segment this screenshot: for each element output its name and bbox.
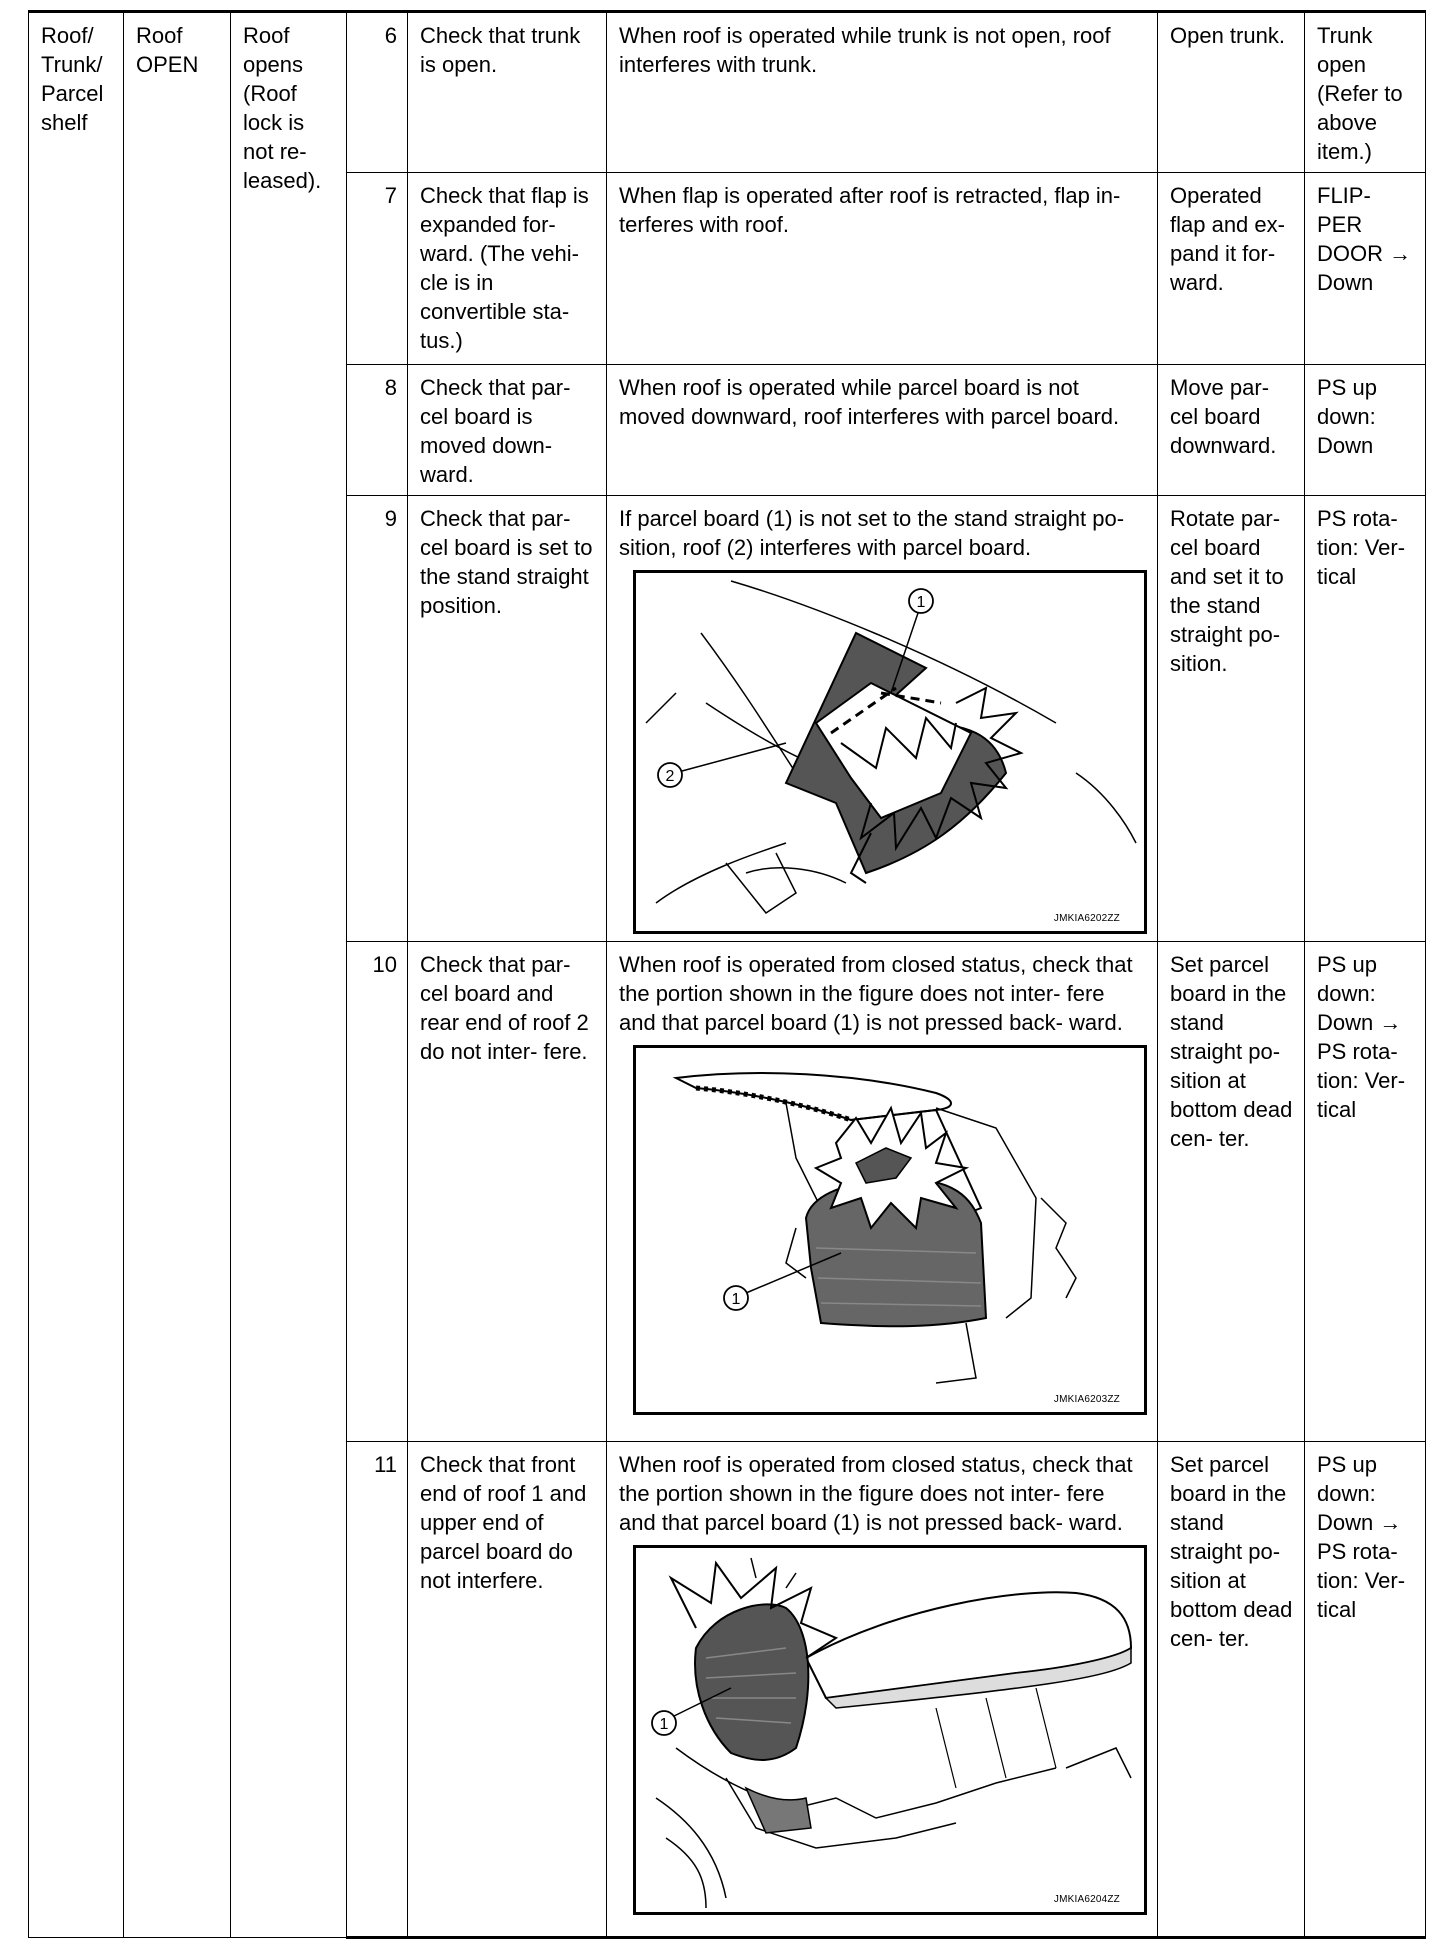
item-number: 11	[347, 1442, 408, 1938]
symptom-cell: Roof opens (Roof lock is not re- leased).	[231, 12, 347, 1938]
figure-id: JMKIA6203ZZ	[1053, 1394, 1120, 1405]
callout-1: 1	[659, 1716, 669, 1733]
callout-1: 1	[731, 1291, 741, 1308]
table-row	[29, 12, 1426, 173]
item-number: 8	[347, 365, 408, 496]
signal-text: PS up down: Down → PS rota- tion: Ver- tical	[1305, 1442, 1426, 1938]
figure-roof-parcel-board	[633, 570, 1147, 934]
reason-text: If parcel board (1) is not set to the stand straight po- sition, roof (2) interferes with parcel board.	[619, 506, 1125, 560]
check-item: Check that par- cel board is moved down- ward.	[408, 365, 607, 496]
figure-roof-front-parcel-upper	[633, 1545, 1147, 1915]
action-text: Set parcel board in the stand straight po- sition at bottom dead cen- ter.	[1158, 942, 1305, 1442]
reason-text: When roof is operated from closed status, check that the portion shown in the figure does not inter- fere and that parcel board (1) is not pressed back- ward.	[619, 952, 1133, 1035]
reason-cell	[607, 942, 1158, 1442]
figure-id: JMKIA6204ZZ	[1053, 1894, 1120, 1905]
roof-interference-illustration	[636, 573, 1144, 931]
check-item: Check that trunk is open.	[408, 12, 607, 173]
item-number: 6	[347, 12, 408, 173]
figure-id: JMKIA6202ZZ	[1053, 913, 1120, 924]
item-number: 7	[347, 173, 408, 365]
signal-text: PS up down: Down	[1305, 365, 1426, 496]
operation-cell: Roof OPEN	[124, 12, 231, 1938]
check-item: Check that flap is expanded for- ward. (The vehi- cle is in convertible sta- tus.)	[408, 173, 607, 365]
reason-cell	[607, 496, 1158, 942]
callout-1: 1	[916, 594, 926, 611]
signal-text: FLIP- PER DOOR → Down	[1305, 173, 1426, 365]
check-item: Check that front end of roof 1 and upper end of parcel board do not interfere.	[408, 1442, 607, 1938]
check-item: Check that par- cel board is set to the stand straight position.	[408, 496, 607, 942]
action-text: Move par- cel board downward.	[1158, 365, 1305, 496]
parcel-board-rear-illustration	[636, 1048, 1144, 1412]
action-text: Operated flap and ex- pand it for- ward.	[1158, 173, 1305, 365]
reason-text: When flap is operated after roof is retracted, flap in- terferes with roof.	[607, 173, 1158, 365]
procedure-table	[28, 10, 1426, 1939]
action-text: Set parcel board in the stand straight po- sition at bottom dead cen- ter.	[1158, 1442, 1305, 1938]
reason-cell	[607, 1442, 1158, 1938]
signal-text: PS rota- tion: Ver- tical	[1305, 496, 1426, 942]
signal-text: Trunk open (Refer to above item.)	[1305, 12, 1426, 173]
callout-2: 2	[665, 768, 675, 785]
component-cell: Roof/ Trunk/ Parcel shelf	[29, 12, 124, 1938]
item-number: 10	[347, 942, 408, 1442]
reason-text: When roof is operated while trunk is not open, roof interferes with trunk.	[607, 12, 1158, 173]
figure-parcel-board-rear-roof	[633, 1045, 1147, 1415]
reason-text: When roof is operated while parcel board is not moved downward, roof interferes with parcel board.	[607, 365, 1158, 496]
check-item: Check that par- cel board and rear end of roof 2 do not inter- fere.	[408, 942, 607, 1442]
item-number: 9	[347, 496, 408, 942]
action-text: Open trunk.	[1158, 12, 1305, 173]
roof-front-parcel-illustration	[636, 1548, 1144, 1912]
signal-text: PS up down: Down → PS rota- tion: Ver- tical	[1305, 942, 1426, 1442]
reason-text: When roof is operated from closed status, check that the portion shown in the figure does not inter- fere and that parcel board (1) is not pressed back- ward.	[619, 1452, 1133, 1535]
action-text: Rotate par- cel board and set it to the stand straight po- sition.	[1158, 496, 1305, 942]
